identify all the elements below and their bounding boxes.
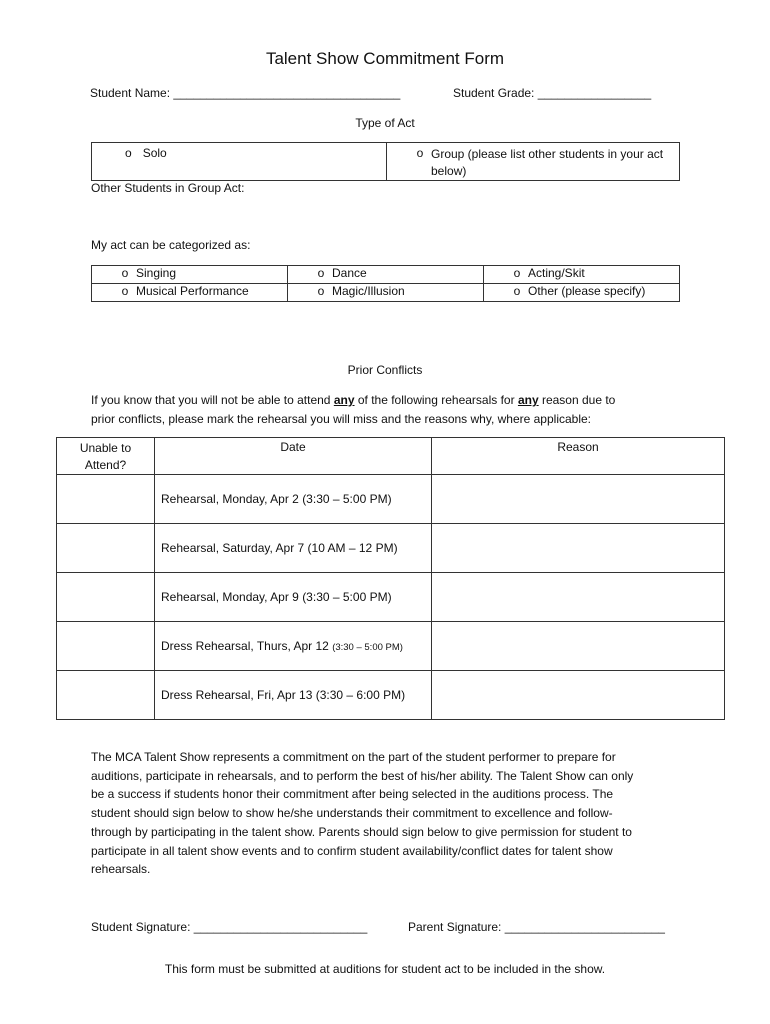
radio-circle-icon: o (513, 284, 521, 298)
prior-conflicts-heading: Prior Conflicts (347, 363, 423, 377)
group-option[interactable] (387, 143, 680, 181)
commitment-line: student should sign below to show he/she understands their commitment to excellence and follow- (91, 806, 613, 821)
rehearsal-time-small: (3:30 – 5:00 PM) (332, 642, 403, 653)
student-name-row (90, 86, 400, 100)
commitment-line: auditions, participate in rehearsals, and to perform the best of his/her ability. The Talent Show can only (91, 768, 634, 783)
category-heading: My act can be categorized as: (91, 238, 251, 252)
category-label: Musical Performance (136, 284, 249, 298)
unable-checkbox-cell[interactable] (57, 622, 155, 671)
category-label: Dance (332, 266, 367, 280)
other-students-label: Other Students in Group Act: (91, 181, 245, 195)
intro-text: If you know that you will not be able to attend (91, 393, 334, 407)
category-acting[interactable] (484, 266, 680, 284)
category-dance[interactable] (288, 266, 484, 284)
rehearsal-date: Rehearsal, Monday, Apr 2 (3:30 – 5:00 PM) (155, 475, 432, 524)
commitment-line: be a success if students honor their commitment after being selected in the auditions process. The (91, 787, 614, 802)
radio-circle-icon: o (416, 146, 424, 160)
rehearsal-date: Dress Rehearsal, Fri, Apr 13 (3:30 – 6:00 PM) (155, 671, 432, 720)
commitment-line: rehearsals. (91, 862, 151, 877)
rehearsal-date (155, 622, 432, 671)
unable-checkbox-cell[interactable] (57, 524, 155, 573)
student-grade-label: Student Grade: (453, 86, 535, 100)
form-title: Talent Show Commitment Form (265, 49, 505, 68)
category-label: Other (please specify) (528, 284, 646, 298)
category-singing[interactable] (92, 266, 288, 284)
radio-circle-icon: o (121, 284, 129, 298)
commitment-line: through by participating in the talent show. Parents should sign below to give permission for student to (91, 824, 632, 839)
category-label: Singing (136, 266, 177, 280)
reason-cell[interactable] (432, 524, 725, 573)
type-of-act-table (91, 142, 680, 181)
category-other[interactable] (484, 284, 680, 302)
category-musical[interactable] (92, 284, 288, 302)
solo-option[interactable] (92, 143, 387, 181)
unable-checkbox-cell[interactable] (57, 671, 155, 720)
table-row (57, 573, 725, 622)
student-signature-field[interactable]: __________________________ (193, 920, 368, 934)
radio-circle-icon: o (121, 266, 129, 280)
table-row (57, 671, 725, 720)
category-magic[interactable] (288, 284, 484, 302)
parent-signature-label: Parent Signature: (408, 920, 502, 934)
reason-cell[interactable] (432, 573, 725, 622)
intro-text: of the following rehearsals for (354, 393, 518, 407)
radio-circle-icon: o (513, 266, 521, 280)
student-name-label: Student Name: (90, 86, 171, 100)
student-signature-row (91, 920, 367, 934)
category-label: Magic/Illusion (332, 284, 405, 298)
radio-circle-icon: o (125, 146, 132, 160)
table-row (57, 524, 725, 573)
rehearsal-date: Rehearsal, Monday, Apr 9 (3:30 – 5:00 PM) (155, 573, 432, 622)
student-signature-label: Student Signature: (91, 920, 191, 934)
footer-note: This form must be submitted at auditions for student act to be included in the show. (164, 962, 606, 976)
table-row (57, 622, 725, 671)
col-header-unable-label: Unable to Attend? (79, 441, 132, 472)
intro-text: reason due to (538, 393, 616, 407)
parent-signature-field[interactable]: ________________________ (504, 920, 665, 934)
col-header-date: Date (155, 438, 432, 475)
category-table (91, 265, 680, 302)
rehearsal-table (56, 437, 725, 720)
conflicts-intro (91, 391, 615, 429)
table-row (57, 475, 725, 524)
radio-circle-icon: o (317, 266, 325, 280)
parent-signature-row (408, 920, 665, 934)
unable-checkbox-cell[interactable] (57, 573, 155, 622)
group-label: Group (please list other students in your act below) (431, 147, 664, 178)
intro-emphasis: any (333, 393, 355, 407)
reason-cell[interactable] (432, 671, 725, 720)
solo-label: Solo (142, 146, 167, 160)
commitment-line: participate in all talent show events and to confirm student availability/conflict dates for talent show (91, 843, 613, 858)
student-grade-row (453, 86, 651, 100)
radio-circle-icon: o (317, 284, 325, 298)
reason-cell[interactable] (432, 475, 725, 524)
type-of-act-heading: Type of Act (355, 116, 415, 130)
reason-cell[interactable] (432, 622, 725, 671)
intro-text-line2: prior conflicts, please mark the rehearsal you will miss and the reasons why, where applicable: (91, 412, 592, 426)
unable-checkbox-cell[interactable] (57, 475, 155, 524)
col-header-unable (57, 438, 155, 475)
intro-emphasis: any (517, 393, 539, 407)
commitment-line: The MCA Talent Show represents a commitment on the part of the student performer to prepare for (91, 750, 616, 764)
col-header-reason: Reason (432, 438, 725, 475)
category-label: Acting/Skit (528, 266, 585, 280)
rehearsal-date-text: Dress Rehearsal, Thurs, Apr 12 (161, 639, 333, 653)
commitment-paragraph (91, 748, 691, 879)
student-name-field[interactable]: __________________________________ (173, 86, 401, 100)
rehearsal-date: Rehearsal, Saturday, Apr 7 (10 AM – 12 PM) (155, 524, 432, 573)
student-grade-field[interactable]: _________________ (537, 86, 652, 100)
